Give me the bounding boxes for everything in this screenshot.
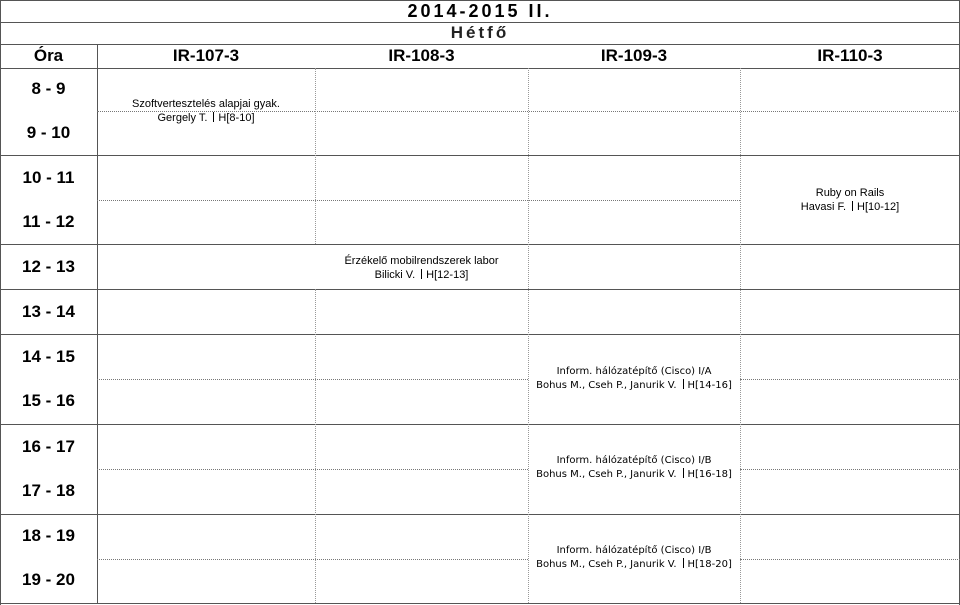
grid-line [0, 44, 960, 45]
semester-title: 2014-2015 II. [407, 1, 553, 21]
time-label: 16 - 17 [22, 437, 75, 456]
event-cisco-ia[interactable] [528, 365, 740, 393]
grid-line [0, 603, 960, 604]
column-header-ir-107-3: IR-107-3 [172, 46, 240, 65]
event-title: Inform. hálózatépítő (Cisco) I/A [556, 366, 712, 377]
grid-line [0, 68, 960, 69]
grid-line [0, 334, 960, 335]
time-label: 10 - 11 [22, 168, 75, 187]
grid-line [740, 379, 960, 380]
event-time: H[12-13] [426, 269, 469, 281]
event-time: H[16-18] [687, 469, 732, 480]
time-label: 15 - 16 [22, 391, 75, 410]
time-label: 14 - 15 [22, 347, 75, 366]
grid-line [0, 155, 960, 156]
event-time: H[14-16] [687, 380, 732, 391]
event-erzekelo-mobilrendszerek[interactable] [315, 254, 528, 282]
grid-line [315, 111, 960, 112]
event-teacher: Bohus M., Cseh P., Janurik V. [536, 559, 677, 570]
grid-line [97, 200, 740, 201]
event-teacher: Havasi F. [800, 201, 847, 213]
event-title: Ruby on Rails [815, 187, 885, 199]
grid-line [528, 68, 529, 603]
grid-line [0, 22, 960, 23]
event-title: Szoftvertesztelés alapjai gyak. [132, 98, 280, 110]
event-title: Inform. hálózatépítő (Cisco) I/B [556, 545, 712, 556]
event-teacher: Bilicki V. [374, 269, 416, 281]
grid-line [315, 289, 316, 603]
grid-line [740, 559, 960, 560]
grid-line [97, 379, 528, 380]
divider [213, 112, 214, 122]
event-teacher: Bohus M., Cseh P., Janurik V. [536, 380, 677, 391]
event-teacher: Gergely T. [157, 112, 208, 124]
time-label: 8 - 9 [31, 79, 66, 98]
event-time: H[18-20] [687, 559, 732, 570]
grid-line [0, 514, 960, 515]
event-time: H[10-12] [857, 201, 900, 213]
divider [421, 269, 422, 279]
time-label: 18 - 19 [22, 526, 75, 545]
time-label: 9 - 10 [26, 123, 71, 142]
grid-line [97, 469, 528, 470]
divider [683, 468, 684, 478]
time-label: 13 - 14 [22, 302, 75, 321]
time-label: 12 - 13 [22, 257, 75, 276]
time-label: 17 - 18 [22, 481, 75, 500]
divider [852, 201, 853, 211]
event-title: Inform. hálózatépítő (Cisco) I/B [556, 455, 712, 466]
column-header-ir-110-3: IR-110-3 [817, 46, 883, 65]
column-header-ir-108-3: IR-108-3 [388, 46, 455, 65]
event-szoftvertesztelés[interactable] [97, 97, 315, 125]
event-teacher: Bohus M., Cseh P., Janurik V. [536, 469, 677, 480]
grid-line [0, 244, 960, 245]
divider [683, 379, 684, 389]
time-label: 11 - 12 [22, 212, 75, 231]
column-header-ir-109-3: IR-109-3 [600, 46, 668, 65]
event-time: H[8-10] [218, 112, 255, 124]
grid-line [0, 289, 960, 290]
grid-line [0, 424, 960, 425]
grid-line [315, 68, 316, 244]
grid-line [0, 0, 960, 1]
event-title: Érzékelő mobilrendszerek labor [344, 255, 499, 267]
grid-line [740, 469, 960, 470]
divider [683, 558, 684, 568]
column-header-hour: Óra [33, 46, 64, 65]
day-title: Hétfő [450, 23, 510, 42]
grid-line [740, 68, 741, 603]
grid-line [97, 559, 528, 560]
event-cisco-ib-18-20[interactable] [528, 544, 740, 572]
grid-line [97, 44, 98, 604]
event-cisco-ib-16-18[interactable] [528, 454, 740, 482]
event-ruby-on-rails[interactable] [740, 186, 960, 214]
time-label: 19 - 20 [22, 570, 75, 589]
